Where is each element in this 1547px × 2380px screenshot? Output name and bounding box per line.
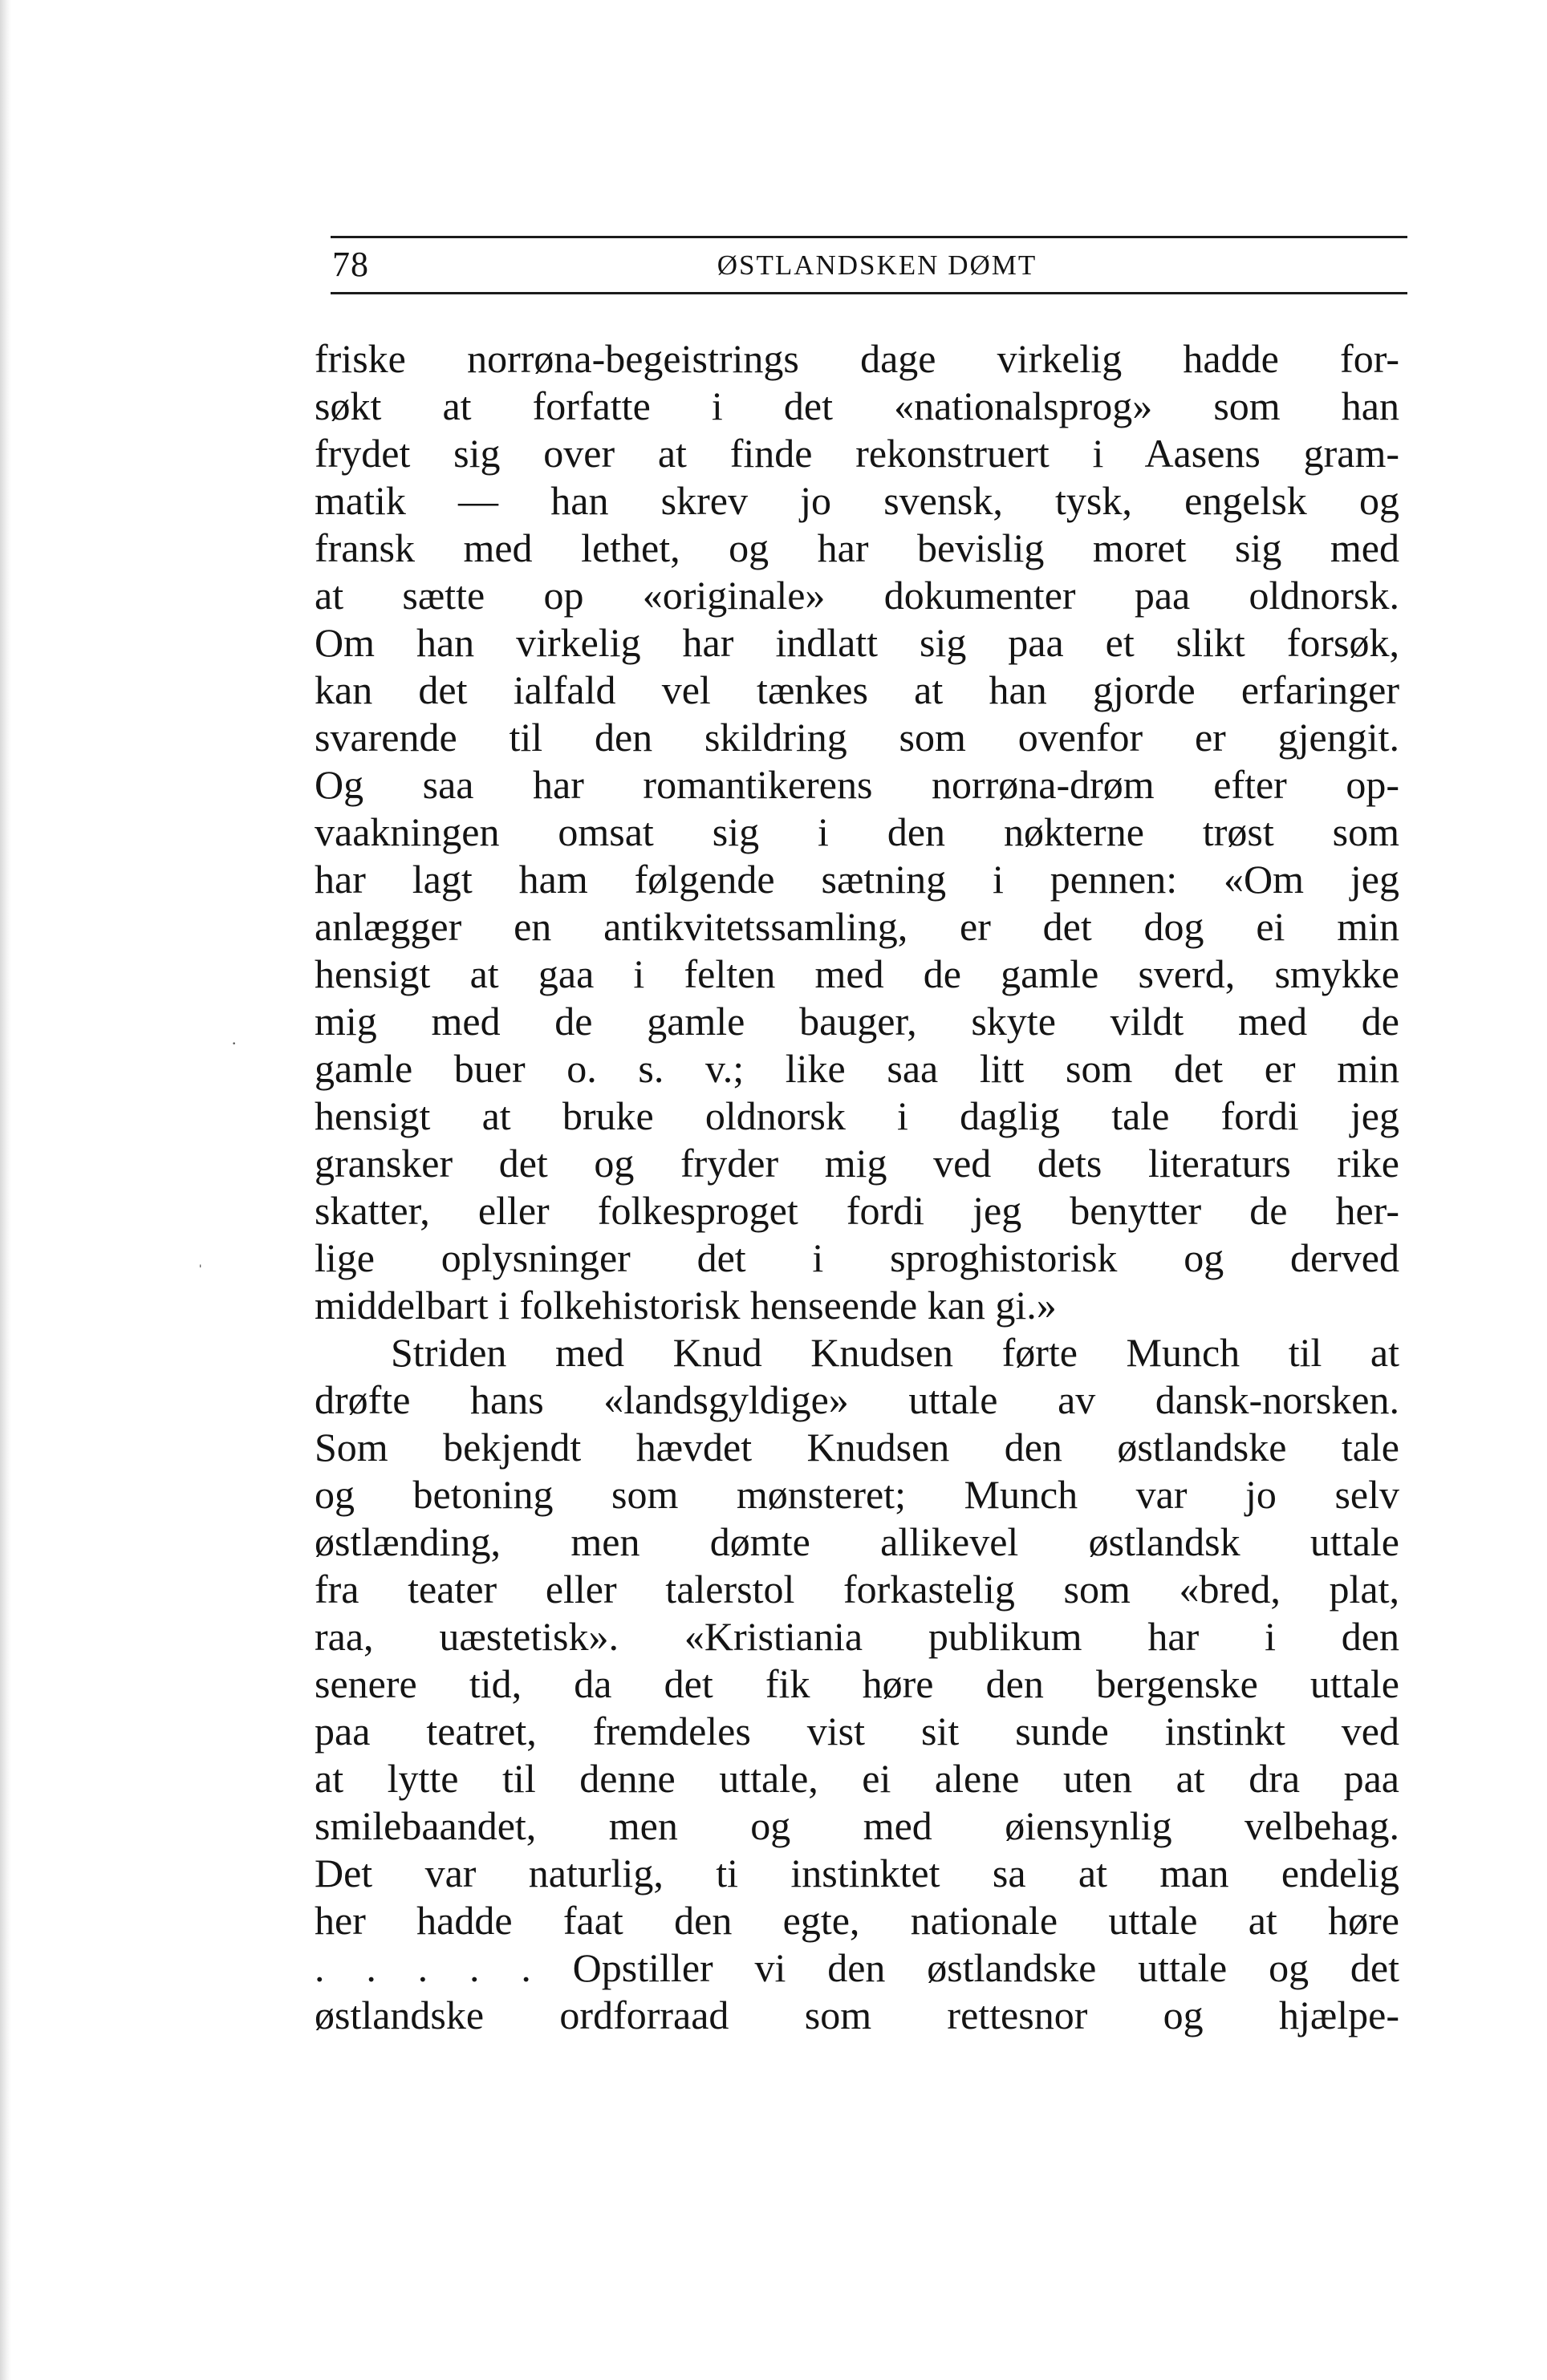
text-line: Og saa har romantikerens norrøna-drøm efter op-: [315, 762, 1399, 807]
text-line: vaakningen omsat sig i den nøkterne trøst som: [315, 809, 1399, 854]
running-head: ØSTLANDSKEN DØMT: [717, 249, 1037, 281]
text-line: matik — han skrev jo svensk, tysk, engelsk og: [315, 478, 1399, 523]
text-line: søkt at forfatte i det «nationalsprog» som han: [315, 383, 1399, 428]
text-line: østlandske ordforraad som rettesnor og hjælpe-: [315, 1993, 1399, 2037]
text-line: gamle buer o. s. v.; like saa litt som det er min: [315, 1046, 1399, 1091]
text-line: Det var naturlig, ti instinktet sa at man endelig: [315, 1851, 1399, 1895]
text-line: raa, uæstetisk». «Kristiania publikum har i den: [315, 1614, 1399, 1659]
text-line: middelbart i folkehistorisk henseende kan gi.»: [315, 1283, 1057, 1328]
text-line: . . . . . Opstiller vi den østlandske uttale og det: [315, 1945, 1399, 1990]
text-line: drøfte hans «landsgyldige» uttale av dansk-norsken.: [315, 1377, 1399, 1422]
text-line: svarende til den skildring som ovenfor er gjengit.: [315, 715, 1399, 760]
text-line: østlænding, men dømte allikevel østlandsk uttale: [315, 1519, 1399, 1564]
text-line: friske norrøna-begeistrings dage virkelig hadde for-: [315, 336, 1399, 381]
text-line: at sætte op «originale» dokumenter paa oldnorsk.: [315, 573, 1399, 618]
text-line: hensigt at gaa i felten med de gamle sverd, smykke: [315, 951, 1399, 996]
text-line: smilebaandet, men og med øiensynlig velbehag.: [315, 1803, 1399, 1848]
text-line: anlægger en antikvitetssamling, er det dog ei min: [315, 904, 1399, 949]
text-line: gransker det og fryder mig ved dets literaturs rike: [315, 1141, 1399, 1186]
text-line: fra teater eller talerstol forkastelig som «bred, plat,: [315, 1567, 1399, 1612]
margin-tick-mark: ˈ: [197, 1261, 204, 1281]
page-edge: [0, 0, 11, 2380]
body-text: [315, 335, 1399, 2039]
text-line: fransk med lethet, og har bevislig moret sig med: [315, 525, 1399, 570]
text-line: og betoning som mønsteret; Munch var jo selv: [315, 1472, 1399, 1517]
text-line: kan det ialfald vel tænkes at han gjorde erfaringer: [315, 667, 1399, 712]
text-line: har lagt ham følgende sætning i pennen: «Om jeg: [315, 857, 1399, 902]
text-line: her hadde faat den egte, nationale uttale at høre: [315, 1898, 1399, 1943]
text-line: at lytte til denne uttale, ei alene uten at dra paa: [315, 1756, 1399, 1801]
text-line: Som bekjendt hævdet Knudsen den østlandske tale: [315, 1425, 1399, 1470]
text-line: frydet sig over at finde rekonstruert i Aasens gram-: [315, 431, 1399, 476]
text-line: lige oplysninger det i sproghistorisk og derved: [315, 1235, 1399, 1280]
paragraph-first-line: Striden med Knud Knudsen førte Munch til at: [391, 1330, 1399, 1375]
text-line: hensigt at bruke oldnorsk i daglig tale fordi jeg: [315, 1093, 1399, 1138]
text-line: mig med de gamle bauger, skyte vildt med de: [315, 999, 1399, 1044]
text-line: skatter, eller folkesproget fordi jeg benytter de her-: [315, 1188, 1399, 1233]
text-line: Om han virkelig har indlatt sig paa et slikt forsøk,: [315, 620, 1399, 665]
page-number: 78: [332, 245, 369, 284]
text-line: paa teatret, fremdeles vist sit sunde instinkt ved: [315, 1709, 1399, 1754]
page-header: [331, 236, 1407, 297]
margin-dot-mark: ·: [231, 1033, 238, 1053]
header-bottom-rule: [331, 292, 1407, 294]
header-top-rule: [331, 236, 1407, 238]
text-line: senere tid, da det fik høre den bergenske uttale: [315, 1661, 1399, 1706]
